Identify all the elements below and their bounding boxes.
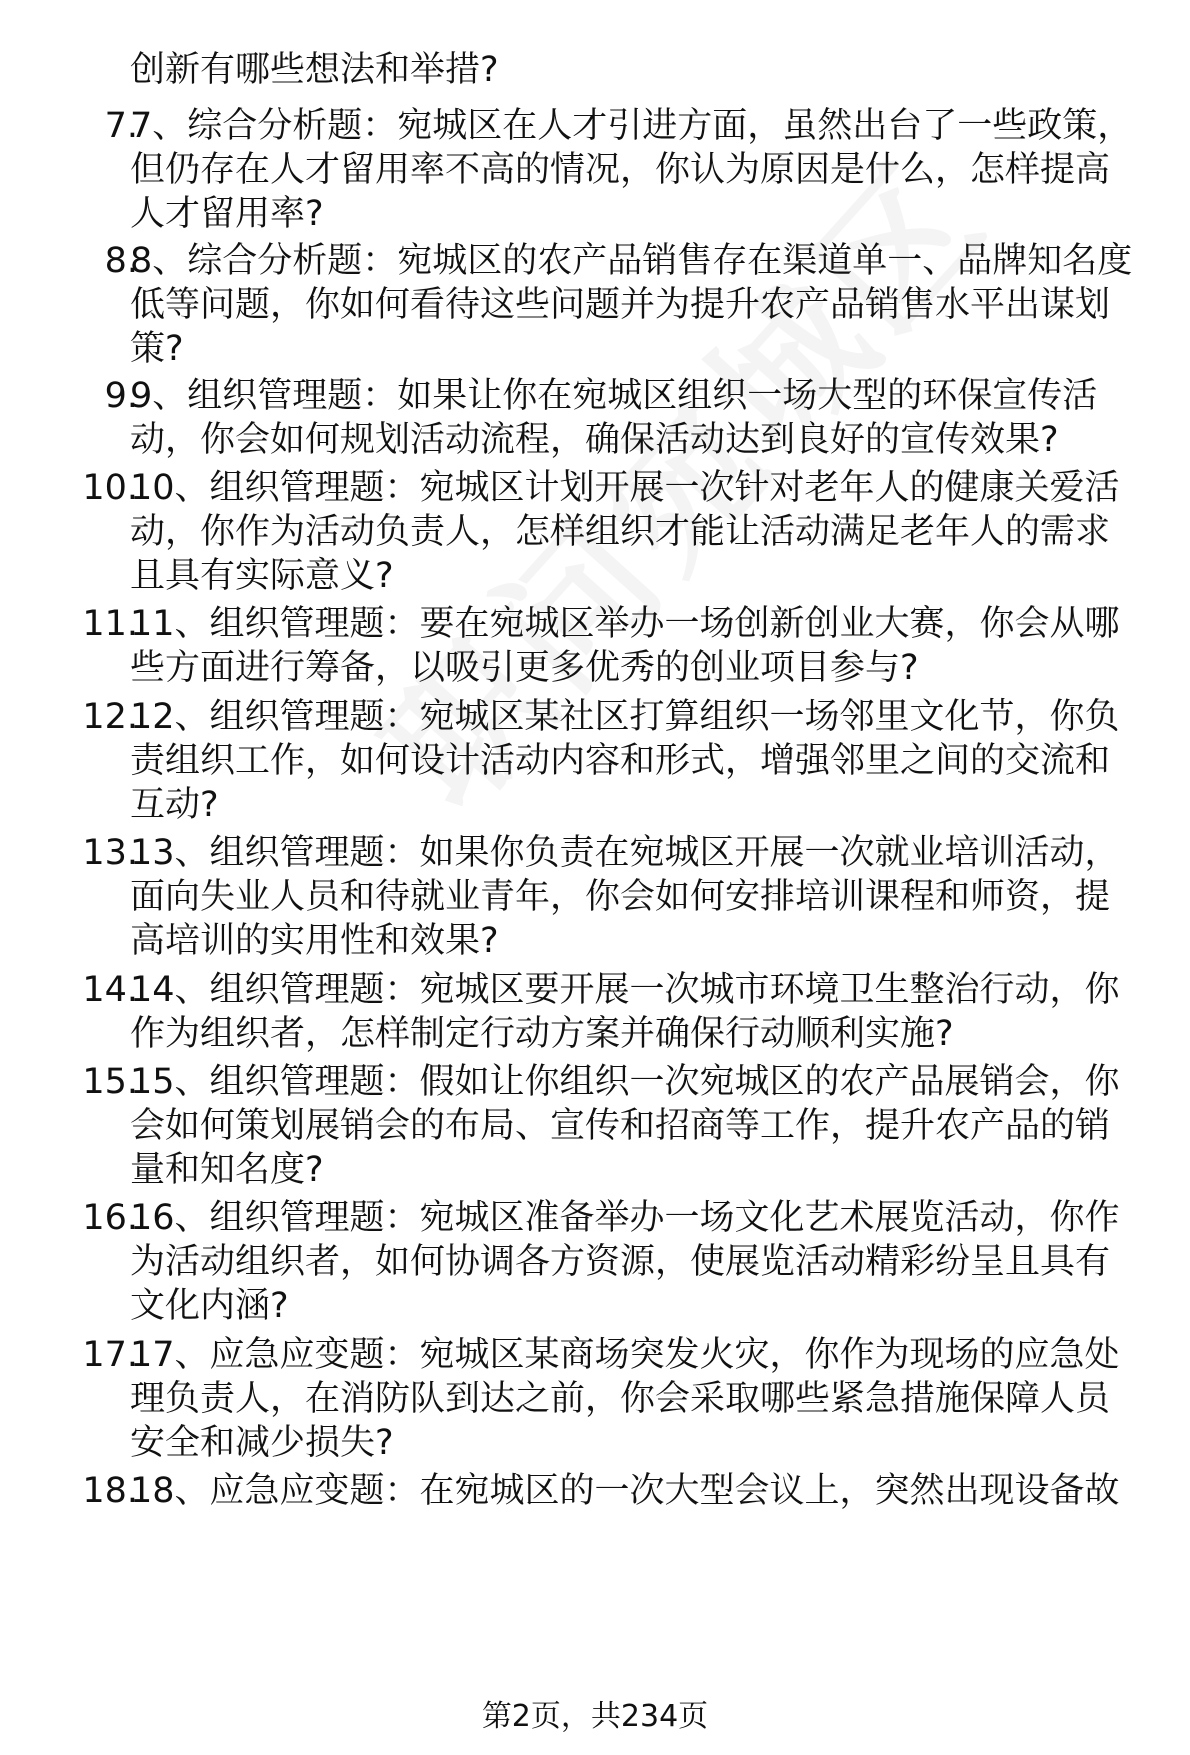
list-item-number: 15. [82,1062,138,1102]
list-item-number: 18. [82,1471,138,1511]
list-item-number: 9. [104,376,138,416]
text-line: 策? [130,329,184,369]
list-item-number: 7. [104,106,138,146]
text-line: 量和知名度? [130,1150,324,1190]
list-item-number: 13. [82,833,138,873]
text-line: 12、组织管理题：宛城区某社区打算组织一场邻里文化节，你负 [130,697,1120,737]
text-line: 16、组织管理题：宛城区准备举办一场文化艺术展览活动，你作 [130,1198,1120,1238]
text-line: 人才留用率? [130,194,324,234]
text-line: 9、组织管理题：如果让你在宛城区组织一场大型的环保宣传活 [130,376,1098,416]
list-item-number: 8. [104,241,138,281]
text-line: 互动? [130,785,219,825]
text-line: 15、组织管理题：假如让你组织一次宛城区的农产品展销会，你 [130,1062,1120,1102]
text-line: 文化内涵? [130,1286,289,1326]
text-line: 面向失业人员和待就业青年，你会如何安排培训课程和师资，提 [130,877,1111,917]
text-line: 高培训的实用性和效果? [130,921,499,961]
list-item-text [130,602,1170,690]
list-item-text [130,1333,1170,1465]
list-item-number: 17. [82,1335,138,1375]
text-line: 会如何策划展销会的布局、宣传和招商等工作，提升农产品的销 [130,1106,1111,1146]
text-line: 且具有实际意义? [130,556,394,596]
text-line: 13、组织管理题：如果你负责在宛城区开展一次就业培训活动， [130,833,1120,873]
list-item-number: 10. [82,468,138,508]
text-line: 些方面进行筹备，以吸引更多优秀的创业项目参与? [130,648,919,688]
text-line: 17、应急应变题：宛城区某商场突发火灾，你作为现场的应急处 [130,1335,1120,1375]
list-item-number: 11. [82,604,138,644]
list-item-text [130,695,1170,827]
text-line: 8、综合分析题：宛城区的农产品销售存在渠道单一、品牌知名度 [130,241,1133,281]
text-line: 11、组织管理题：要在宛城区举办一场创新创业大赛，你会从哪 [130,604,1120,644]
list-item-text [130,1060,1170,1192]
list-item-number: 16. [82,1198,138,1238]
text-line: 低等问题，你如何看待这些问题并为提升农产品销售水平出谋划 [130,285,1111,325]
list-item-text [130,1469,1170,1513]
text-line: 安全和减少损失? [130,1423,394,1463]
text-line: 作为组织者，怎样制定行动方案并确保行动顺利实施? [130,1014,954,1054]
text-line: 18、应急应变题：在宛城区的一次大型会议上，突然出现设备故 [130,1471,1120,1511]
text-line: 14、组织管理题：宛城区要开展一次城市环境卫生整治行动，你 [130,970,1120,1010]
list-item-text [130,831,1170,963]
list-item-text [130,374,1170,462]
text-line: 10、组织管理题：宛城区计划开展一次针对老年人的健康关爱活 [130,468,1120,508]
text-line: 责组织工作，如何设计活动内容和形式，增强邻里之间的交流和 [130,741,1111,781]
text-line: 动，你作为活动负责人，怎样组织才能让活动满足老年人的需求 [130,512,1111,552]
text-line: 动，你会如何规划活动流程，确保活动达到良好的宣传效果? [130,420,1059,460]
text-line: 理负责人，在消防队到达之前，你会采取哪些紧急措施保障人员 [130,1379,1111,1419]
continuation-text: 创新有哪些想法和举措? [130,50,499,90]
text-line: 但仍存在人才留用率不高的情况，你认为原因是什么，怎样提高 [130,150,1111,190]
list-item-text [130,968,1170,1056]
list-item-number: 12. [82,697,138,737]
list-item-text [130,466,1170,598]
list-item-text [130,239,1170,371]
text-line: 为活动组织者，如何协调各方资源，使展览活动精彩纷呈且具有 [130,1242,1111,1282]
page-footer: 第2页，共234页 [481,1699,709,1734]
list-item-text [130,1196,1170,1328]
text-line: 7、综合分析题：宛城区在人才引进方面，虽然出台了一些政策， [130,106,1133,146]
list-item-number: 14. [82,970,138,1010]
list-item-text [130,104,1170,236]
